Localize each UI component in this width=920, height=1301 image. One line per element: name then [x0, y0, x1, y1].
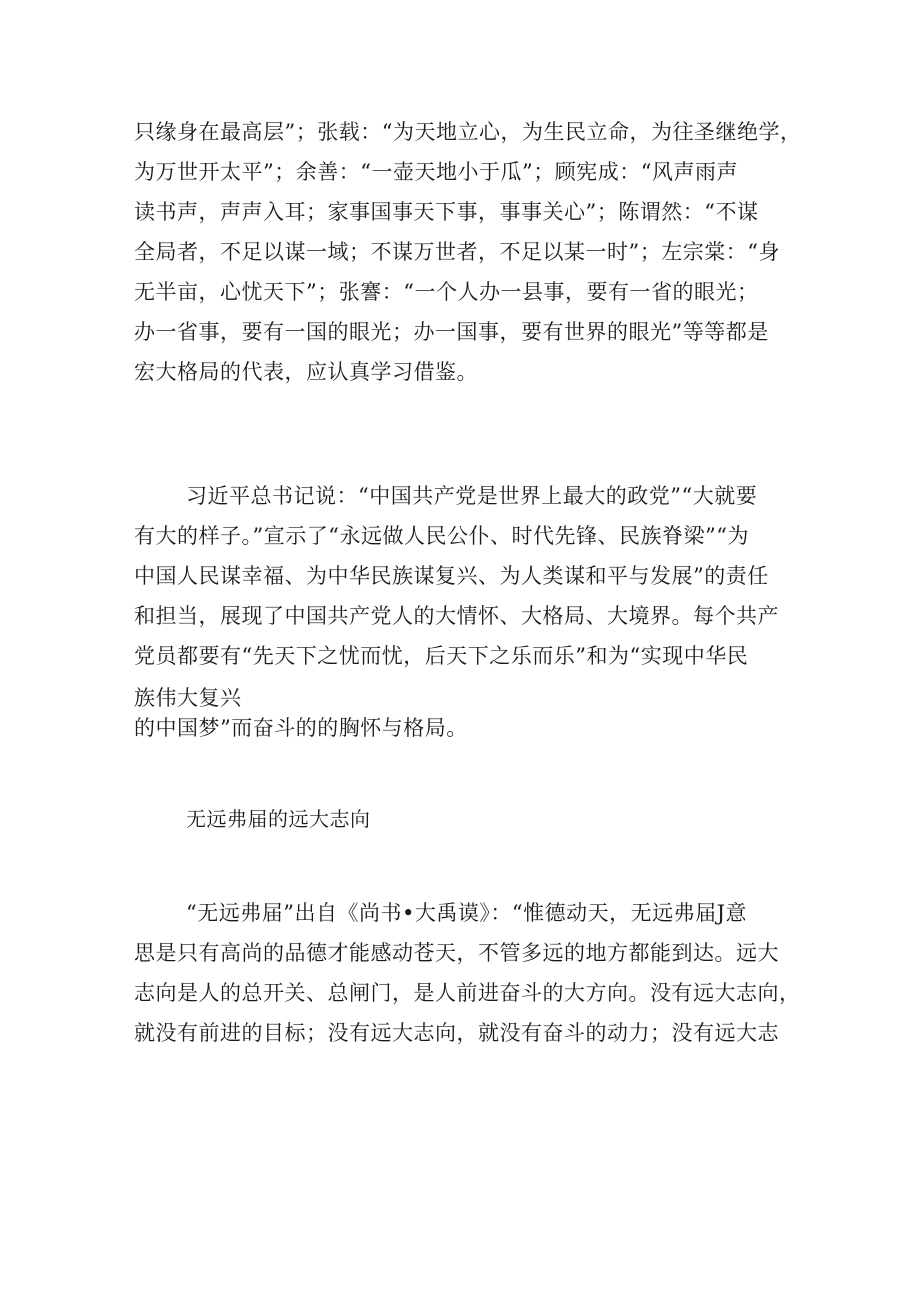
text-line: 习近平总书记说：“中国共产党是世界上最大的政党”“大就要	[186, 484, 758, 508]
text-line: 就没有前进的目标；没有远大志向，就没有奋斗的动力；没有远大志	[134, 1021, 779, 1045]
text-line: “无远弗届”出自《尚书•大禹谟》：“惟德动天，无远弗届J意	[186, 901, 748, 925]
text-line: 中国人民谋幸福、为中华民族谋复兴、为人类谋和平与发展”的责任	[134, 564, 769, 588]
text-line: 无半亩，心忧天下”；张謇：“一个人办一县事，要有一省的眼光；	[134, 280, 759, 304]
text-line: 读书声，声声入耳；家事国事天下事，事事关心”；陈谓然：“不谋	[134, 200, 759, 224]
text-line: 有大的样子。”宣示了“永远做人民公仆、时代先锋、民族脊梁”“为	[134, 524, 749, 548]
text-line: 党员都要有“先天下之忧而忧，后天下之乐而乐”和为“实现中华民	[134, 644, 749, 668]
text-line: 和担当，展现了中国共产党人的大情怀、大格局、大境界。每个共产	[134, 604, 779, 628]
text-line: 为万世开太平”；余善：“一壶天地小于瓜”；顾宪成：“风声雨声	[134, 160, 738, 184]
text-line: 宏大格局的代表，应认真学习借鉴。	[134, 360, 478, 384]
text-line: 族伟大复兴	[134, 686, 242, 710]
text-line: 全局者，不足以谋一域；不谋万世者，不足以某一时”；左宗棠：“身	[134, 240, 780, 264]
text-line: 只缘身在最高层”；张载：“为天地立心，为生民立命，为往圣继绝学，	[134, 120, 802, 144]
text-line: 志向是人的总开关、总闸门，是人前进奋斗的大方向。没有远大志向，	[134, 981, 801, 1005]
text-line: 办一省事，要有一国的眼光；办一国事，要有世界的眼光”等等都是	[134, 320, 769, 344]
text-line: 的中国梦”而奋斗的的胸怀与格局。	[134, 716, 468, 740]
section-heading: 无远弗届的远大志向	[186, 807, 371, 831]
text-line: 思是只有高尚的品德才能感动苍天，不管多远的地方都能到达。远大	[134, 941, 779, 965]
